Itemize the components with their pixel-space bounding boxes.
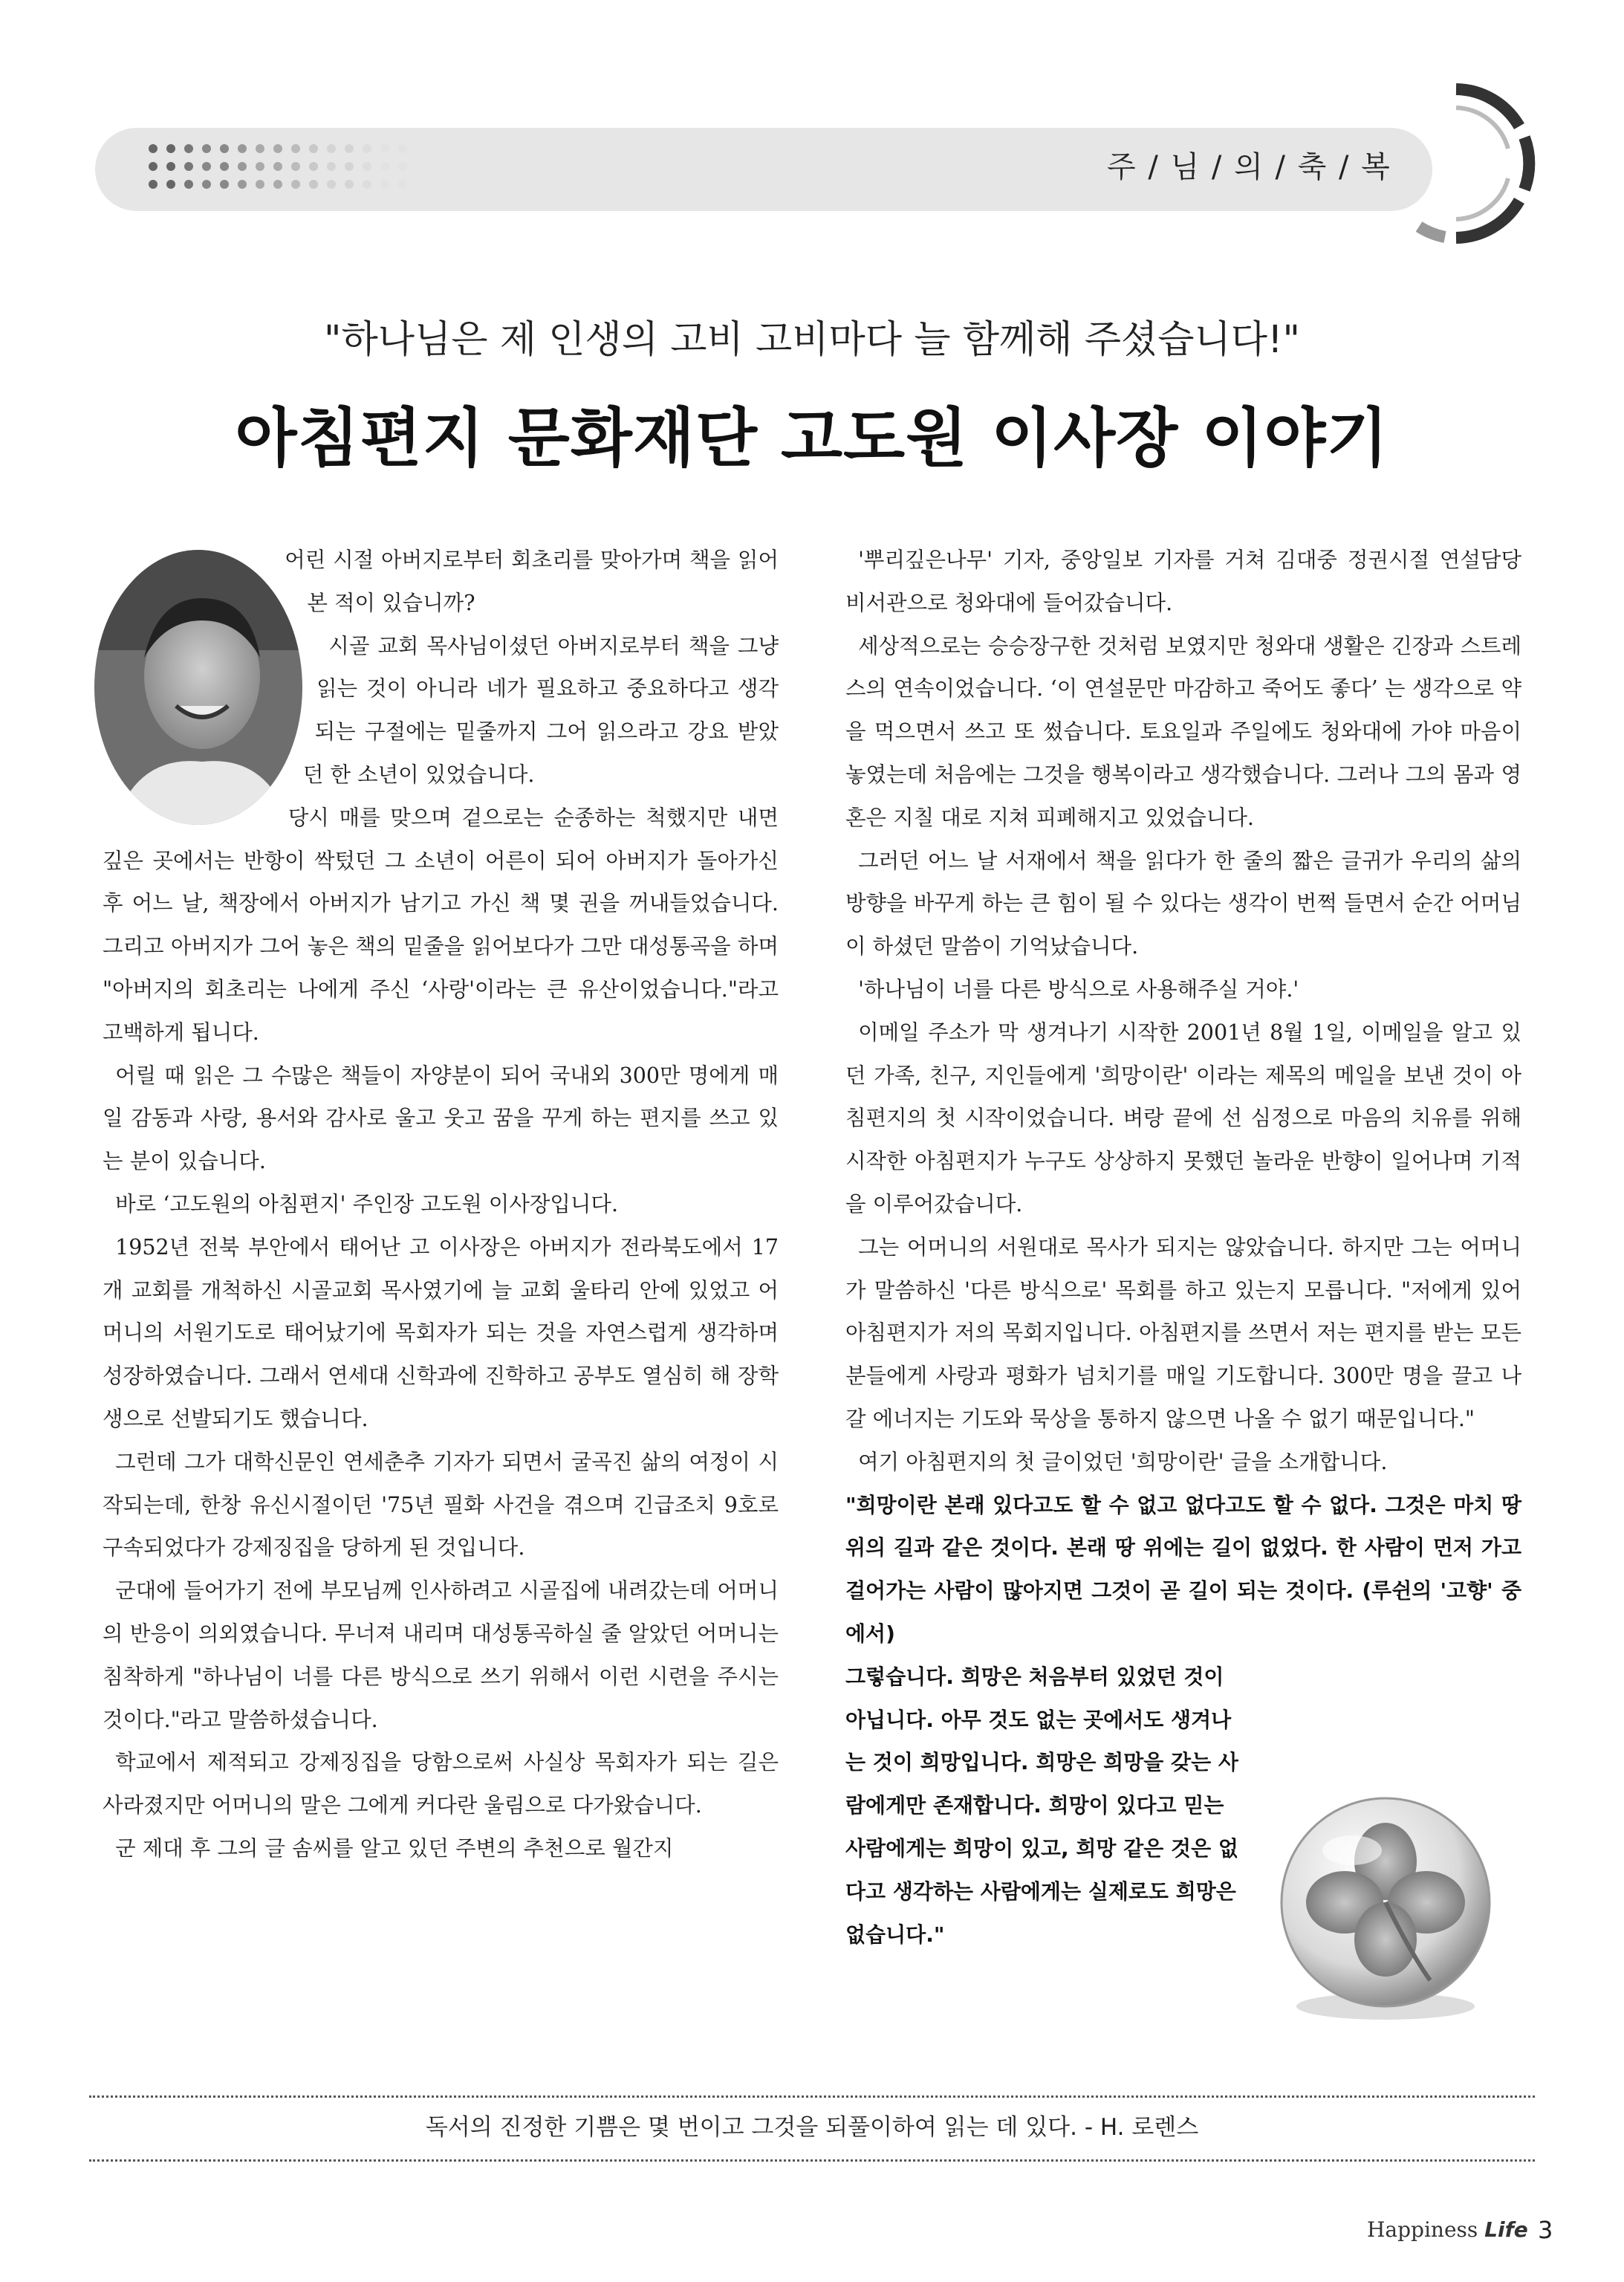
dot [256,144,264,153]
body-paragraph: 이메일 주소가 막 생겨나기 시작한 2001년 8월 1일, 이메일을 알고 있던 가족, 친구, 지인들에게 '희망이란' 이라는 제목의 메일을 보낸 것이 아침편지의 첫 시작이었습니다. 벼랑 끝에 선 심정으로 마음의 치유를 위해 시작한 아침편지가 누구도 상상하지 못했던 놀라운 반향이 일어나며 기적을 이루어갔습니다. [845,1020,1521,1216]
body-paragraph: 그러던 어느 날 서재에서 책을 읽다가 한 줄의 짧은 글귀가 우리의 삶의 방향을 바꾸게 하는 큰 힘이 될 수 있다는 생각이 번쩍 들면서 순간 어머님이 하셨던 말씀이 기억났습니다. [845,848,1521,959]
dot [202,162,211,171]
dot [345,144,354,153]
dot [398,162,407,171]
hope-quote: "희망이란 본래 있다고도 할 수 없고 없다고도 할 수 없다. 그것은 마치 땅 위의 길과 같은 것이다. 본래 땅 위에는 길이 없었다. 한 사람이 먼저 가고 걸어가는 사람이 많아지면 그것이 곧 길이 되는 것이다. (루쉰의 '고향' 중에서) [845,1492,1521,1646]
dot [345,180,354,189]
dot [363,144,371,153]
dot [184,144,193,153]
body-paragraph: 그런데 그가 대학신문인 연세춘추 기자가 되면서 굴곡진 삶의 여정이 시작되는데, 한창 유신시절이던 '75년 필화 사건을 겪으며 긴급조치 9호로 구속되었다가 강제징집을 당하게 된 것입니다. [103,1449,779,1560]
dot [220,180,229,189]
article-title: 아침편지 문화재단 고도원 이사장 이야기 [235,401,1389,476]
dot [398,144,407,153]
dot [309,162,318,171]
dot [273,144,282,153]
body-paragraph: 1952년 전북 부안에서 태어난 고 이사장은 아버지가 전라북도에서 17개 교회를 개척하신 시골교회 목사였기에 늘 교회 울타리 안에 있었고 어머니의 서원기도로 태어났기에 목회자가 되는 것을 자연스럽게 생각하며 성장하였습니다. 그래서 연세대 신학과에 진학하고 공부도 열심히 해 장학생으로 선발되기도 했습니다. [103,1234,779,1431]
magazine-brand [1367,2211,1530,2249]
body-paragraph: 어릴 때 읽은 그 수많은 책들이 자양분이 되어 국내외 300만 명에게 매일 감동과 사랑, 용서와 감사로 울고 웃고 꿈을 꾸게 하는 편지를 쓰고 있는 분이 있습니다. [103,1063,779,1174]
body-paragraph: 바로 ‘고도원의 아침편지' 주인장 고도원 이사장입니다. [115,1191,619,1216]
right-column [845,539,1521,1956]
dot [256,162,264,171]
dot [291,144,300,153]
dot [273,180,282,189]
circular-arc-decoration [1367,67,1545,260]
section-title: 주 / 님 / 의 / 축 / 복 [1107,150,1391,184]
brand-word: Happiness [1367,2217,1485,2242]
dot [220,144,229,153]
brand-word-bold: Life [1484,2217,1528,2242]
dot [345,162,354,171]
footer-rule-top [89,2095,1535,2098]
body-paragraph: 어린 시절 아버지로부터 회초리를 맞아가며 책을 읽어본 적이 있습니까? [285,548,779,615]
dot [309,144,318,153]
dot [184,162,193,171]
body-paragraph: 세상적으로는 승승장구한 것처럼 보였지만 청와대 생활은 긴장과 스트레스의 연속이었습니다. ‘이 연설문만 마감하고 죽어도 좋다’ 는 생각으로 약을 먹으면서 쓰고 또 썼습니다. 토요일과 주일에도 청와대에 가야 마음이 놓였는데 처음에는 그것을 행복이라고 생각했습니다. 그러나 그의 몸과 영혼은 지칠 대로 지쳐 피폐해지고 있었습니다. [845,633,1521,830]
left-column [103,539,779,1870]
dot [291,180,300,189]
dot [380,162,389,171]
dot [291,162,300,171]
body-paragraph: 여기 아침편지의 첫 글이었던 '희망이란' 글을 소개합니다. [858,1449,1388,1474]
dot [149,162,157,171]
dot [238,144,247,153]
dot [220,162,229,171]
portrait-photo [91,546,306,829]
dot [327,144,336,153]
dot [309,180,318,189]
dot [327,180,336,189]
dot [256,180,264,189]
dot [149,180,157,189]
dot [238,162,247,171]
body-paragraph: 군대에 들어가기 전에 부모님께 인사하려고 시골집에 내려갔는데 어머니의 반응이 의외였습니다. 무너져 내리며 대성통곡하실 줄 알았던 어머니는 침착하게 "하나님이 너를 다른 방식으로 쓰기 위해서 이런 시련을 주시는 것이다."라고 말씀하셨습니다. [103,1578,779,1732]
dot [202,144,211,153]
dot [166,180,175,189]
dot [380,180,389,189]
body-paragraph: 학교에서 제적되고 강제징집을 당함으로써 사실상 목회자가 되는 길은 사라졌지만 어머니의 말은 그에게 커다란 울림으로 다가왔습니다. [103,1750,779,1818]
dot [327,162,336,171]
body-paragraph: 그는 어머니의 서원대로 목사가 되지는 않았습니다. 하지만 그는 어머니가 말씀하신 '다른 방식으로' 목회를 하고 있는지 모릅니다. "저에게 있어 아침편지가 저의 목회지입니다. 아침편지를 쓰면서 저는 편지를 받는 모든 분들에게 사랑과 평화가 넘치기를 매일 기도합니다. 300만 명을 끌고 나갈 에너지는 기도와 묵상을 통하지 않으면 나올 수 없기 때문입니다." [845,1234,1521,1431]
dot [202,180,211,189]
dot [184,180,193,189]
footer-rule-bottom [89,2159,1535,2162]
dot [398,180,407,189]
dot [166,144,175,153]
dot [238,180,247,189]
footer-quote: 독서의 진정한 기쁨은 몇 번이고 그것을 되풀이하여 읽는 데 있다. - H. 로렌스 [425,2114,1199,2141]
dot [166,162,175,171]
dot [273,162,282,171]
article-subtitle: "하나님은 제 인생의 고비 고비마다 늘 함께해 주셨습니다!" [324,318,1300,362]
clover-glass-sphere-image [1263,1783,1508,2029]
body-paragraph: 당시 매를 맞으며 겉으로는 순종하는 척했지만 내면 깊은 곳에서는 반항이 싹텄던 그 소년이 어른이 되어 아버지가 돌아가신 후 어느 날, 책장에서 아버지가 남기고 가신 책 몇 권을 꺼내들었습니다. 그리고 아버지가 그어 놓은 책의 밑줄을 읽어보다가 그만 대성통곡을 하며 "아버지의 회초리는 나에게 주신 ‘사랑'이라는 큰 유산이었습니다."라고 고백하게 됩니다. [103,805,779,1045]
body-paragraph: 시골 교회 목사님이셨던 아버지로부터 책을 그냥 읽는 것이 아니라 네가 필요하고 중요하다고 생각되는 구절에는 밑줄까지 그어 읽으라고 강요 받았던 한 소년이 있었습니다. [302,633,779,787]
dot [363,180,371,189]
dot-pattern-decoration [149,144,416,196]
body-paragraph: '하나님이 너를 다른 방식으로 사용해주실 거야.' [858,976,1299,1002]
dot [363,162,371,171]
hope-conclusion: 그렇습니다. 희망은 처음부터 있었던 것이 아닙니다. 아무 것도 없는 곳에서도 생겨나는 것이 희망입니다. 희망은 희망을 갖는 사람에게만 존재합니다. 희망이 있다고 믿는 사람에게는 희망이 있고, 희망 같은 것은 없다고 생각하는 사람에게는 실제로도 희망은 없습니다." [845,1664,1238,1947]
page-number: 3 [1538,2216,1553,2244]
body-paragraph: '뿌리깊은나무' 기자, 중앙일보 기자를 거쳐 김대중 정권시절 연설담당 비서관으로 청와대에 들어갔습니다. [845,548,1521,615]
body-paragraph: 군 제대 후 그의 글 솜씨를 알고 있던 주변의 추천으로 월간지 [115,1835,674,1861]
dot [380,144,389,153]
dot [149,144,157,153]
